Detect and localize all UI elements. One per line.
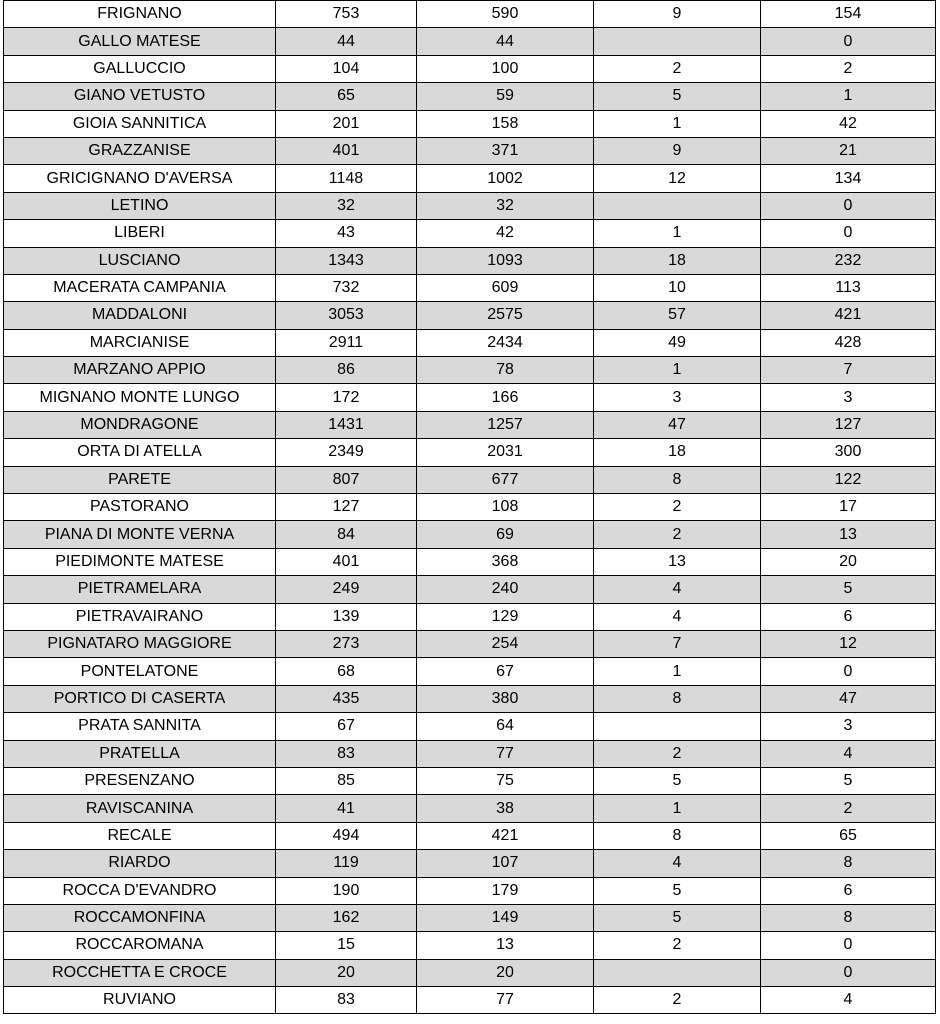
value-col-2-cell: 107 — [417, 850, 594, 877]
value-col-4-cell: 65 — [761, 822, 936, 849]
municipality-cell: MACERATA CAMPANIA — [4, 274, 276, 301]
value-col-1-cell: 83 — [276, 987, 417, 1014]
value-col-3-cell — [594, 713, 761, 740]
value-col-3-cell: 3 — [594, 384, 761, 411]
value-col-3-cell: 12 — [594, 165, 761, 192]
value-col-2-cell: 240 — [417, 576, 594, 603]
value-col-4-cell: 6 — [761, 877, 936, 904]
value-col-4-cell: 17 — [761, 494, 936, 521]
value-col-1-cell: 119 — [276, 850, 417, 877]
value-col-1-cell: 15 — [276, 932, 417, 959]
value-col-3-cell — [594, 28, 761, 55]
table-row — [4, 521, 936, 548]
value-col-1-cell: 807 — [276, 466, 417, 493]
value-col-2-cell: 2575 — [417, 302, 594, 329]
table-row — [4, 795, 936, 822]
data-table — [3, 0, 936, 1014]
municipality-cell: PASTORANO — [4, 494, 276, 521]
table-row — [4, 220, 936, 247]
value-col-3-cell: 9 — [594, 137, 761, 164]
value-col-4-cell: 2 — [761, 55, 936, 82]
value-col-3-cell: 4 — [594, 850, 761, 877]
value-col-3-cell: 2 — [594, 55, 761, 82]
value-col-4-cell: 1 — [761, 83, 936, 110]
municipality-cell: ORTA DI ATELLA — [4, 439, 276, 466]
table-body — [4, 1, 936, 1014]
value-col-1-cell: 67 — [276, 713, 417, 740]
municipality-cell: GALLUCCIO — [4, 55, 276, 82]
value-col-3-cell: 8 — [594, 822, 761, 849]
table-row — [4, 987, 936, 1014]
value-col-2-cell: 1002 — [417, 165, 594, 192]
value-col-2-cell: 179 — [417, 877, 594, 904]
value-col-3-cell: 2 — [594, 987, 761, 1014]
value-col-3-cell: 1 — [594, 658, 761, 685]
value-col-2-cell: 1093 — [417, 247, 594, 274]
value-col-4-cell: 0 — [761, 959, 936, 986]
table-row — [4, 494, 936, 521]
value-col-4-cell: 8 — [761, 904, 936, 931]
municipality-cell: PRATELLA — [4, 740, 276, 767]
value-col-2-cell: 129 — [417, 603, 594, 630]
table-row — [4, 713, 936, 740]
table-row — [4, 329, 936, 356]
value-col-1-cell: 139 — [276, 603, 417, 630]
value-col-3-cell: 1 — [594, 795, 761, 822]
value-col-1-cell: 753 — [276, 1, 417, 28]
value-col-2-cell: 380 — [417, 685, 594, 712]
value-col-4-cell: 0 — [761, 220, 936, 247]
value-col-2-cell: 59 — [417, 83, 594, 110]
municipality-cell: LIBERI — [4, 220, 276, 247]
table-row — [4, 877, 936, 904]
table-row — [4, 55, 936, 82]
value-col-4-cell: 113 — [761, 274, 936, 301]
value-col-4-cell: 13 — [761, 521, 936, 548]
value-col-4-cell: 421 — [761, 302, 936, 329]
value-col-1-cell: 85 — [276, 767, 417, 794]
municipality-cell: PRESENZANO — [4, 767, 276, 794]
value-col-1-cell: 104 — [276, 55, 417, 82]
value-col-4-cell: 12 — [761, 630, 936, 657]
value-col-2-cell: 368 — [417, 548, 594, 575]
value-col-3-cell: 5 — [594, 877, 761, 904]
municipality-cell: ROCCAROMANA — [4, 932, 276, 959]
value-col-1-cell: 2911 — [276, 329, 417, 356]
municipality-cell: MARZANO APPIO — [4, 357, 276, 384]
value-col-4-cell: 0 — [761, 192, 936, 219]
value-col-2-cell: 100 — [417, 55, 594, 82]
value-col-4-cell: 0 — [761, 932, 936, 959]
value-col-2-cell: 77 — [417, 987, 594, 1014]
table-row — [4, 302, 936, 329]
municipality-cell: PONTELATONE — [4, 658, 276, 685]
municipality-cell: PIGNATARO MAGGIORE — [4, 630, 276, 657]
municipality-cell: MARCIANISE — [4, 329, 276, 356]
value-col-4-cell: 47 — [761, 685, 936, 712]
value-col-2-cell: 158 — [417, 110, 594, 137]
value-col-4-cell: 232 — [761, 247, 936, 274]
value-col-4-cell: 134 — [761, 165, 936, 192]
value-col-1-cell: 68 — [276, 658, 417, 685]
value-col-2-cell: 20 — [417, 959, 594, 986]
value-col-3-cell: 13 — [594, 548, 761, 575]
value-col-3-cell: 49 — [594, 329, 761, 356]
value-col-1-cell: 172 — [276, 384, 417, 411]
value-col-3-cell: 1 — [594, 357, 761, 384]
table-row — [4, 630, 936, 657]
value-col-2-cell: 609 — [417, 274, 594, 301]
value-col-1-cell: 435 — [276, 685, 417, 712]
table-row — [4, 411, 936, 438]
value-col-1-cell: 41 — [276, 795, 417, 822]
value-col-3-cell: 57 — [594, 302, 761, 329]
municipality-cell: GRAZZANISE — [4, 137, 276, 164]
value-col-1-cell: 249 — [276, 576, 417, 603]
value-col-3-cell: 1 — [594, 220, 761, 247]
value-col-2-cell: 108 — [417, 494, 594, 521]
table-row — [4, 83, 936, 110]
value-col-3-cell: 4 — [594, 576, 761, 603]
value-col-2-cell: 677 — [417, 466, 594, 493]
municipality-cell: PIETRAMELARA — [4, 576, 276, 603]
value-col-1-cell: 162 — [276, 904, 417, 931]
value-col-4-cell: 5 — [761, 576, 936, 603]
value-col-4-cell: 5 — [761, 767, 936, 794]
municipality-cell: GRICIGNANO D'AVERSA — [4, 165, 276, 192]
municipality-cell: PRATA SANNITA — [4, 713, 276, 740]
value-col-4-cell: 2 — [761, 795, 936, 822]
value-col-2-cell: 38 — [417, 795, 594, 822]
municipality-cell: PORTICO DI CASERTA — [4, 685, 276, 712]
table-row — [4, 603, 936, 630]
table-row — [4, 740, 936, 767]
value-col-4-cell: 20 — [761, 548, 936, 575]
value-col-2-cell: 166 — [417, 384, 594, 411]
value-col-3-cell: 9 — [594, 1, 761, 28]
value-col-1-cell: 83 — [276, 740, 417, 767]
table-row — [4, 384, 936, 411]
value-col-4-cell: 127 — [761, 411, 936, 438]
value-col-2-cell: 371 — [417, 137, 594, 164]
value-col-4-cell: 7 — [761, 357, 936, 384]
value-col-2-cell: 75 — [417, 767, 594, 794]
value-col-3-cell: 2 — [594, 521, 761, 548]
value-col-1-cell: 401 — [276, 137, 417, 164]
value-col-1-cell: 190 — [276, 877, 417, 904]
table-row — [4, 904, 936, 931]
value-col-3-cell: 47 — [594, 411, 761, 438]
value-col-4-cell: 4 — [761, 740, 936, 767]
value-col-2-cell: 421 — [417, 822, 594, 849]
value-col-1-cell: 32 — [276, 192, 417, 219]
value-col-3-cell: 1 — [594, 110, 761, 137]
value-col-3-cell — [594, 959, 761, 986]
value-col-2-cell: 67 — [417, 658, 594, 685]
value-col-3-cell: 5 — [594, 904, 761, 931]
municipality-cell: MIGNANO MONTE LUNGO — [4, 384, 276, 411]
table-row — [4, 932, 936, 959]
value-col-2-cell: 1257 — [417, 411, 594, 438]
table-row — [4, 247, 936, 274]
table-row — [4, 548, 936, 575]
table-row — [4, 165, 936, 192]
value-col-1-cell: 732 — [276, 274, 417, 301]
municipality-cell: PIETRAVAIRANO — [4, 603, 276, 630]
value-col-2-cell: 149 — [417, 904, 594, 931]
value-col-4-cell: 6 — [761, 603, 936, 630]
value-col-1-cell: 1431 — [276, 411, 417, 438]
municipality-cell: RIARDO — [4, 850, 276, 877]
value-col-1-cell: 86 — [276, 357, 417, 384]
value-col-3-cell: 5 — [594, 83, 761, 110]
table-row — [4, 357, 936, 384]
value-col-1-cell: 65 — [276, 83, 417, 110]
value-col-3-cell: 5 — [594, 767, 761, 794]
value-col-4-cell: 8 — [761, 850, 936, 877]
value-col-2-cell: 590 — [417, 1, 594, 28]
municipality-cell: ROCCA D'EVANDRO — [4, 877, 276, 904]
municipality-cell: ROCCHETTA E CROCE — [4, 959, 276, 986]
table-row — [4, 685, 936, 712]
value-col-3-cell: 4 — [594, 603, 761, 630]
value-col-1-cell: 20 — [276, 959, 417, 986]
value-col-3-cell: 8 — [594, 685, 761, 712]
value-col-1-cell: 201 — [276, 110, 417, 137]
municipality-cell: ROCCAMONFINA — [4, 904, 276, 931]
value-col-2-cell: 254 — [417, 630, 594, 657]
value-col-4-cell: 42 — [761, 110, 936, 137]
municipality-cell: GALLO MATESE — [4, 28, 276, 55]
value-col-2-cell: 64 — [417, 713, 594, 740]
value-col-4-cell: 3 — [761, 384, 936, 411]
municipality-cell: MONDRAGONE — [4, 411, 276, 438]
value-col-1-cell: 84 — [276, 521, 417, 548]
municipality-cell: MADDALONI — [4, 302, 276, 329]
table-row — [4, 28, 936, 55]
municipality-cell: RAVISCANINA — [4, 795, 276, 822]
table-row — [4, 274, 936, 301]
value-col-2-cell: 69 — [417, 521, 594, 548]
table-row — [4, 850, 936, 877]
value-col-3-cell: 2 — [594, 494, 761, 521]
municipality-cell: PIANA DI MONTE VERNA — [4, 521, 276, 548]
table-row — [4, 959, 936, 986]
value-col-3-cell: 8 — [594, 466, 761, 493]
value-col-1-cell: 127 — [276, 494, 417, 521]
table-row — [4, 1, 936, 28]
value-col-2-cell: 78 — [417, 357, 594, 384]
value-col-3-cell: 2 — [594, 932, 761, 959]
value-col-4-cell: 154 — [761, 1, 936, 28]
value-col-4-cell: 428 — [761, 329, 936, 356]
value-col-2-cell: 42 — [417, 220, 594, 247]
municipality-cell: RUVIANO — [4, 987, 276, 1014]
value-col-2-cell: 13 — [417, 932, 594, 959]
value-col-1-cell: 1148 — [276, 165, 417, 192]
value-col-3-cell: 2 — [594, 740, 761, 767]
value-col-1-cell: 44 — [276, 28, 417, 55]
value-col-4-cell: 4 — [761, 987, 936, 1014]
value-col-1-cell: 43 — [276, 220, 417, 247]
value-col-2-cell: 44 — [417, 28, 594, 55]
value-col-4-cell: 0 — [761, 658, 936, 685]
value-col-4-cell: 21 — [761, 137, 936, 164]
value-col-3-cell: 10 — [594, 274, 761, 301]
value-col-1-cell: 494 — [276, 822, 417, 849]
value-col-1-cell: 401 — [276, 548, 417, 575]
value-col-2-cell: 2434 — [417, 329, 594, 356]
value-col-3-cell: 7 — [594, 630, 761, 657]
value-col-4-cell: 0 — [761, 28, 936, 55]
value-col-4-cell: 122 — [761, 466, 936, 493]
municipality-cell: GIOIA SANNITICA — [4, 110, 276, 137]
table-row — [4, 192, 936, 219]
value-col-4-cell: 300 — [761, 439, 936, 466]
table-row — [4, 137, 936, 164]
value-col-3-cell: 18 — [594, 247, 761, 274]
municipality-cell: FRIGNANO — [4, 1, 276, 28]
table-row — [4, 822, 936, 849]
value-col-2-cell: 77 — [417, 740, 594, 767]
municipality-cell: PIEDIMONTE MATESE — [4, 548, 276, 575]
value-col-2-cell: 32 — [417, 192, 594, 219]
value-col-1-cell: 3053 — [276, 302, 417, 329]
value-col-3-cell: 18 — [594, 439, 761, 466]
value-col-4-cell: 3 — [761, 713, 936, 740]
value-col-1-cell: 273 — [276, 630, 417, 657]
value-col-1-cell: 2349 — [276, 439, 417, 466]
value-col-2-cell: 2031 — [417, 439, 594, 466]
municipality-cell: PARETE — [4, 466, 276, 493]
municipality-cell: LETINO — [4, 192, 276, 219]
table-row — [4, 658, 936, 685]
municipality-cell: LUSCIANO — [4, 247, 276, 274]
value-col-3-cell — [594, 192, 761, 219]
value-col-1-cell: 1343 — [276, 247, 417, 274]
table-row — [4, 110, 936, 137]
table-row — [4, 576, 936, 603]
table-row — [4, 439, 936, 466]
table-row — [4, 767, 936, 794]
municipality-cell: RECALE — [4, 822, 276, 849]
municipality-cell: GIANO VETUSTO — [4, 83, 276, 110]
table-row — [4, 466, 936, 493]
